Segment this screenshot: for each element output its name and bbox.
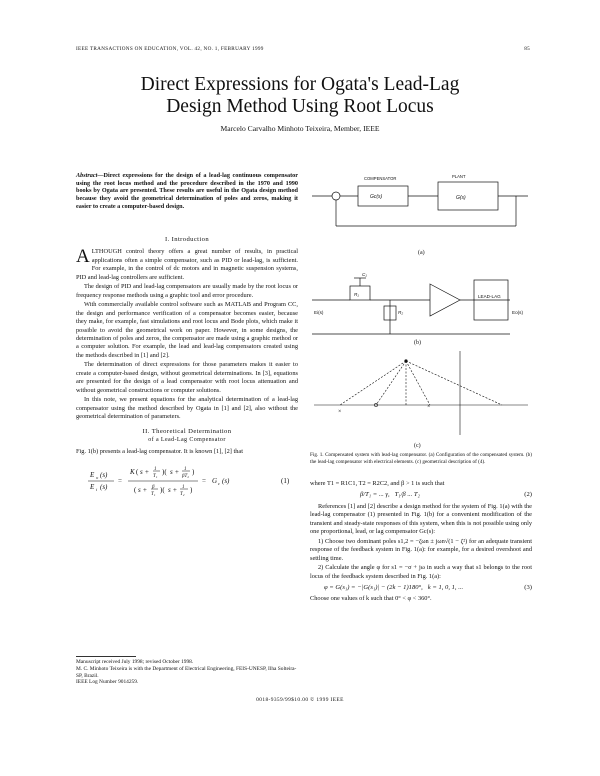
svg-text:=: = — [118, 476, 122, 485]
paper-title — [40, 74, 560, 118]
author-line: Marcelo Carvalho Minhoto Teixeira, Member, IEEE — [220, 124, 380, 133]
right-paragraph-4: Choose one values of k such that 0° < φ < 360°. — [310, 595, 432, 603]
equation-2-number: (2) — [524, 491, 532, 499]
svg-text:(s): (s) — [222, 476, 230, 485]
svg-text:G(s): G(s) — [456, 195, 466, 201]
svg-text:1: 1 — [154, 466, 157, 472]
svg-text:): ) — [190, 485, 193, 494]
svg-text:1: 1 — [182, 484, 185, 490]
svg-text:(s): (s) — [100, 470, 108, 479]
svg-text:T₁: T₁ — [151, 491, 156, 497]
section-1-heading: I. Introduction — [164, 236, 210, 243]
figure-1a-block-diagram — [310, 168, 532, 268]
figure-1-caption: Fig. 1. Compensated system with lead-lag compensator. (a) Configuration of the compensated system. (b) the lead-lag compensator with electrical elements. (c) geometrical description of (4). — [310, 452, 532, 465]
section-1-paragraph-1 — [76, 248, 298, 282]
abstract-text: Direct expressions for the design of a lead-lag continuous compensator using the root locus method and the procedure described in the 1970 and 1990 books by Ogata are presented. These results are useful in the Ogata design method because they avoid the geometrical determination of poles and zeros, making it easier to create a computer-based design. — [76, 172, 298, 210]
svg-text:β: β — [152, 484, 155, 490]
right-column-body — [310, 480, 532, 605]
label-figure-b: (b) — [414, 340, 421, 346]
svg-text:E: E — [90, 482, 95, 491]
svg-text:βT₂: βT₂ — [182, 473, 190, 479]
equation-1-graphic — [76, 461, 298, 501]
section-1-paragraph-1-text: LTHOUGH control theory offers a great number of results, in practical applications often a simple compensator, such as PID or lead-lag, is sufficient. For example, in the control of dc motors and in magnetic suspension systems, PID and lead-lag controllers are sufficient. — [76, 248, 298, 281]
svg-text:)(: )( — [160, 485, 165, 494]
label-input: Ei(s) — [314, 310, 324, 315]
section-2-heading — [76, 428, 298, 445]
svg-text:): ) — [192, 467, 195, 476]
svg-text:×: × — [338, 409, 342, 415]
left-column-body — [76, 228, 298, 505]
svg-text:E: E — [90, 470, 95, 479]
svg-text:(s): (s) — [100, 482, 108, 491]
abstract-lead: Abstract— — [76, 172, 104, 179]
title-line-1: Direct Expressions for Ogata's Lead-Lag — [140, 74, 460, 95]
abstract — [76, 172, 298, 211]
svg-text:R₂: R₂ — [398, 310, 404, 315]
label-figure-c: (c) — [414, 443, 421, 449]
svg-text:K: K — [130, 467, 135, 476]
figure-1c-root-locus — [310, 345, 532, 449]
footnote-line-3: IEEE Log Number 9014259. — [76, 679, 139, 686]
section-1-paragraph-4: The determination of direct expressions for those parameters makes it easier to create a computer-based design, without geometrical determinations. In [3], equations are presented for the design of a lead compensator with root locus attenuation and without geometrical constructions or computer solutions. — [76, 361, 298, 394]
equation-2: β/T₁ = ... γ, T₁/β ... T₂ (2) — [360, 491, 532, 499]
section-1-paragraph-3: With commercially available control software such as MATLAB and Program CC, the design and performance verification of a compensator becomes easier, because they make, for example, fast simulations and root locus and Bode plots, which make it possible to avoid the geometrical work on paper. However, in some designs, the determination of poles and zeros, the compensator are made using a graphic method or a computer solution. For example, the lead and lead-lag compensators created using the methods described in [1] and [2]. — [76, 301, 298, 359]
drop-cap: A — [76, 246, 90, 268]
right-paragraph-3: 2) Calculate the angle φ for s1 = −σ + jω in such a way that s1 belongs to the root locus of the feedback system described in Fig. 1(a): — [310, 564, 532, 580]
section-2-heading-line-2: of a Lead-Lag Compensator — [148, 436, 226, 443]
equation-1 — [76, 461, 298, 501]
svg-text:1: 1 — [184, 466, 187, 472]
svg-text:)(: )( — [162, 467, 167, 476]
svg-text:s +: s + — [170, 467, 180, 476]
svg-text:T₂: T₂ — [180, 491, 185, 497]
figure-1b-circuit — [310, 270, 532, 346]
label-output: Eo(s) — [512, 310, 523, 315]
svg-text:o: o — [96, 474, 99, 480]
label-opamp: LEAD-LAG — [478, 294, 501, 299]
label-compensator: COMPENSATOR — [364, 176, 397, 181]
svg-text:=: = — [202, 476, 206, 485]
running-header: IEEE TRANSACTIONS ON EDUCATION, VOL. 42, NO. 1, FEBRUARY 1999 — [76, 46, 264, 52]
footnote-rule — [76, 656, 136, 657]
equation-3: φ = G(s₁) = −|G(s₁)| − (2k − 1)180°, k = 1, 0, 1, ... (3) — [324, 583, 532, 591]
svg-text:G: G — [212, 476, 218, 485]
figure-1c — [310, 345, 532, 454]
svg-text:Gc(s): Gc(s) — [370, 194, 383, 200]
section-2-paragraph-1: Fig. 1(b) presents a lead-lag compensator. It is known [1], [2] that — [76, 448, 244, 456]
svg-text:×: × — [427, 404, 431, 410]
figure-1b — [310, 270, 532, 351]
section-2-heading-line-1: II. Theoretical Determination — [142, 427, 232, 435]
svg-text:(: ( — [134, 485, 137, 494]
label-plant: PLANT — [452, 174, 466, 179]
svg-text:s +: s + — [140, 467, 150, 476]
footnote-line-1: Manuscript received July 1998; revised October 1998. — [76, 659, 194, 665]
footnote-line-2: M. C. Minhoto Teixeira is with the Department of Electrical Engineering, FEIS-UNESP, Ilha Solteira-SP, Brazil. — [76, 665, 297, 679]
section-1-paragraph-2: The design of PID and lead-lag compensators are usually made by the root locus or frequency response methods using a graphic tool and error procedure. — [76, 283, 298, 299]
right-paragraph-2: 1) Choose two dominant poles s1,2 = −ζωn ± jωn√(1 − ζ²) for an adequate transient response of the feedback system in Fig. 1(a): for example, for a desired overshoot and settling time. — [310, 537, 532, 562]
label-figure-a: (a) — [418, 250, 425, 256]
page-footer: 0018-9359/99$10.00 © 1999 IEEE — [256, 697, 344, 703]
figure-1a — [310, 168, 532, 273]
svg-text:T₁: T₁ — [153, 473, 158, 479]
section-1-paragraph-5: In this note, we present equations for the analytical determination of a lead-lag compensator using the method described by Ogata in [1] and [2], also without the geometrical determination of parameters. — [76, 396, 298, 421]
footnote — [76, 656, 298, 686]
svg-text:c: c — [218, 480, 220, 486]
svg-text:R₁: R₁ — [354, 292, 359, 297]
equation-3-number: (3) — [524, 583, 532, 591]
title-line-2: Design Method Using Root Locus — [166, 96, 434, 117]
svg-text:s +: s + — [168, 485, 178, 494]
svg-text:s +: s + — [138, 485, 148, 494]
svg-text:i: i — [96, 486, 98, 492]
right-paragraph-1: References [1] and [2] describe a design method for the system of Fig. 1(a) with the lead-lag compensator (1) presented in Fig. 1(b) for a convenient modification of the transient and steady-state responses of this system, when this is not possible using only one proportional, lead, or lag compensator Gc(s): — [310, 502, 532, 536]
page-number: 85 — [524, 46, 530, 52]
equation-1-number: (1) — [281, 476, 290, 485]
svg-text:(: ( — [136, 467, 139, 476]
where-line: where T1 = R1C1, T2 = R2C2, and β > 1 is such that — [310, 480, 445, 487]
svg-text:C₁: C₁ — [362, 272, 367, 277]
